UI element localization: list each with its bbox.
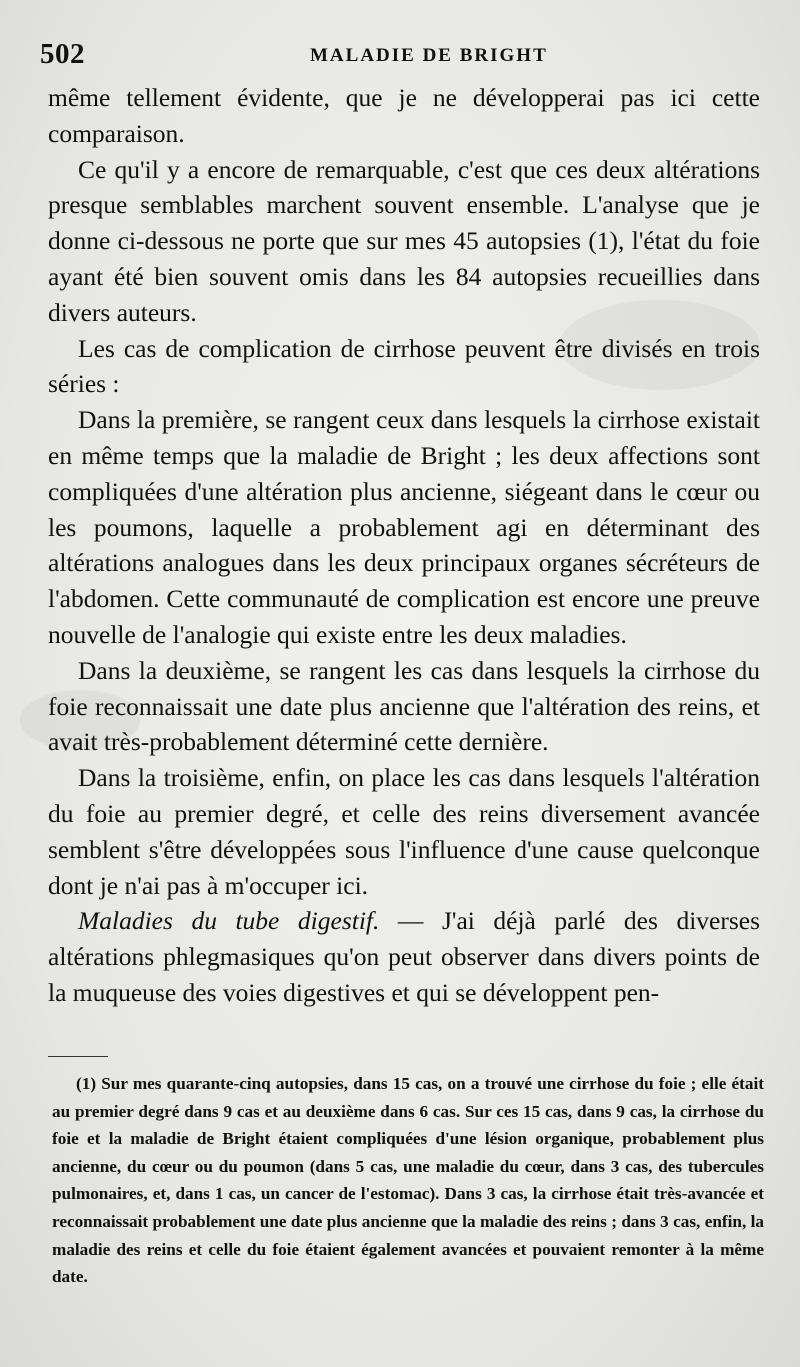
main-text (48, 80, 760, 1011)
paragraph-text: — J'ai déjà parlé des diverses altérations phlegmasiques qu'on peut observer dans divers points de la muqueuse des voies digestives et qui se développent pen- (48, 906, 760, 1007)
section-lead: Maladies du tube digestif. (78, 906, 380, 936)
running-head: MALADIE DE BRIGHT (310, 45, 548, 66)
page-number: 502 (40, 38, 85, 70)
paragraph: Les cas de complication de cirrhose peuvent être divisés en trois séries : (48, 333, 760, 399)
paragraph: Ce qu'il y a encore de remarquable, c'est que ces deux altérations presque semblables marchent souvent ensemble. L'analyse que je donne ci-dessous ne porte que sur mes 45 autopsies (1), l'état du foie ayant été bien souvent omis dans les 84 autopsies recueillies dans divers auteurs. (48, 154, 760, 327)
paragraph-digestive (48, 903, 760, 1010)
paragraph: Dans la première, se rangent ceux dans lesquels la cirrhose existait en même temps que la maladie de Bright ; les deux affections sont compliquées d'une altération plus ancienne, siégeant dans le cœur ou les poumons, laquelle a probablement agi en déterminant des altérations analogues dans les deux principaux organes sécréteurs de l'abdomen. Cette communauté de complication est encore une preuve nouvelle de l'analogie qui existe entre les deux maladies. (48, 405, 760, 649)
paragraph: Dans la deuxième, se rangent les cas dans lesquels la cirrhose du foie reconnaissait une date plus ancienne que l'altération des reins, et avait très-probablement déterminé cette dernière. (48, 655, 760, 757)
paragraph: même tellement évidente, que je ne développerai pas ici cette comparaison. (48, 83, 760, 148)
paragraph: Dans la troisième, enfin, on place les cas dans lesquels l'altération du foie au premier degré, et celle des reins diversement avancée semblent s'être développées sous l'influence d'une cause quelconque dont je n'ai pas à m'occuper ici. (48, 763, 760, 900)
page-header (40, 38, 760, 78)
footnote: (1) Sur mes quarante-cinq autopsies, dans 15 cas, on a trouvé une cirrhose du foie ; elle était au premier degré dans 9 cas et au deuxième dans 6 cas. Sur ces 15 cas, dans 9 cas, la cirrhose du foie et la maladie de Bright étaient compliquées d'une lésion organique, probablement plus ancienne, du cœur ou du poumon (dans 5 cas, une maladie du cœur, dans 3 cas, des tubercules pulmonaires, et, dans 1 cas, un cancer de l'estomac). Dans 3 cas, la cirrhose était très-avancée et reconnaissait probablement une date plus ancienne que la maladie des reins ; dans 3 cas, enfin, la maladie des reins et celle du foie étaient également avancées et pouvaient remonter à la même date. (52, 1074, 764, 1287)
footnote-rule (48, 1056, 108, 1057)
